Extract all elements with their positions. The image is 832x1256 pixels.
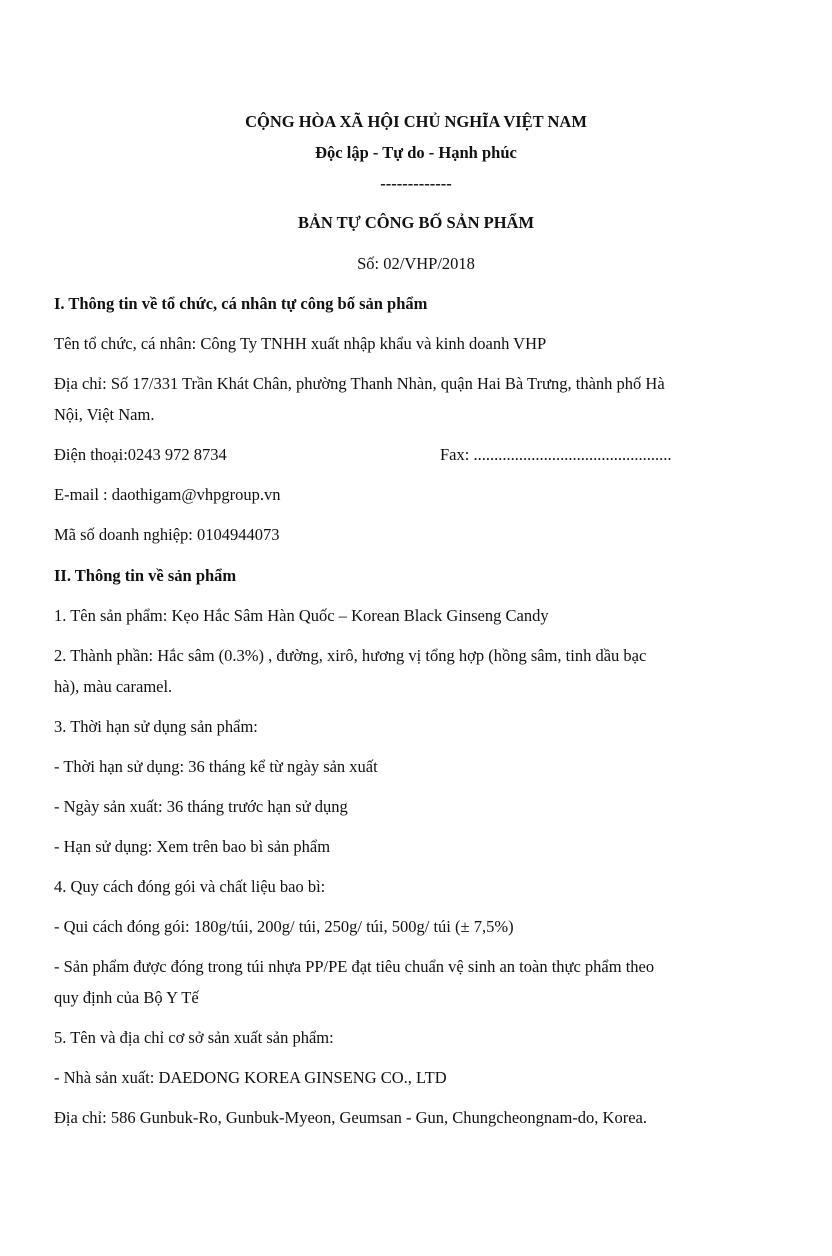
expiry-date: - Hạn sử dụng: Xem trên bao bì sản phẩm — [54, 837, 331, 856]
packaging-material-line2: quy định của Bộ Y Tế — [54, 988, 199, 1007]
org-address-line2: Nội, Việt Nam. — [54, 405, 155, 424]
shelf-life-heading: 3. Thời hạn sử dụng sản phẩm: — [54, 717, 258, 736]
shelf-life: - Thời hạn sử dụng: 36 tháng kể từ ngày sản xuất — [54, 757, 378, 776]
document-number: Số: 02/VHP/2018 — [357, 254, 475, 273]
ingredients-line2: hà), màu caramel. — [54, 677, 173, 696]
email: E-mail : daothigam@vhpgroup.vn — [54, 485, 281, 504]
section-2-heading: II. Thông tin về sản phẩm — [54, 566, 237, 585]
product-name: 1. Tên sản phẩm: Kẹo Hắc Sâm Hàn Quốc – Korean Black Ginseng Candy — [54, 606, 549, 625]
packaging-material-line1: - Sản phẩm được đóng trong túi nhựa PP/PE đạt tiêu chuẩn vệ sinh an toàn thực phẩm theo — [54, 957, 655, 976]
packaging-heading: 4. Quy cách đóng gói và chất liệu bao bì: — [54, 877, 326, 896]
manufacturer-heading: 5. Tên và địa chỉ cơ sở sản xuất sản phẩm: — [54, 1028, 334, 1047]
fax: Fax: ................................................ — [440, 445, 672, 464]
manufacture-date: - Ngày sản xuất: 36 tháng trước hạn sử dụng — [54, 797, 348, 816]
packaging-spec: - Qui cách đóng gói: 180g/túi, 200g/ túi, 250g/ túi, 500g/ túi (± 7,5%) — [54, 917, 514, 936]
tax-code: Mã số doanh nghiệp: 0104944073 — [54, 525, 280, 544]
ingredients-line1: 2. Thành phần: Hắc sâm (0.3%) , đường, xirô, hương vị tổng hợp (hồng sâm, tinh dầu bạc — [54, 646, 647, 665]
manufacturer-address: Địa chỉ: 586 Gunbuk-Ro, Gunbuk-Myeon, Geumsan - Gun, Chungcheongnam-do, Korea. — [54, 1108, 647, 1127]
national-title: CỘNG HÒA XÃ HỘI CHỦ NGHĨA VIỆT NAM — [245, 112, 587, 131]
separator: ------------- — [380, 174, 452, 193]
org-address-line1: Địa chỉ: Số 17/331 Trần Khát Chân, phường Thanh Nhàn, quận Hai Bà Trưng, thành phố Hà — [54, 374, 665, 393]
section-1-heading: I. Thông tin về tổ chức, cá nhân tự công bố sản phẩm — [54, 294, 428, 313]
org-name: Tên tổ chức, cá nhân: Công Ty TNHH xuất nhập khẩu và kinh doanh VHP — [54, 334, 547, 353]
motto: Độc lập - Tự do - Hạnh phúc — [315, 143, 517, 162]
phone: Điện thoại:0243 972 8734 — [54, 445, 227, 464]
document-title: BẢN TỰ CÔNG BỐ SẢN PHẨM — [297, 213, 535, 232]
manufacturer-name: - Nhà sản xuất: DAEDONG KOREA GINSENG CO., LTD — [54, 1068, 447, 1087]
